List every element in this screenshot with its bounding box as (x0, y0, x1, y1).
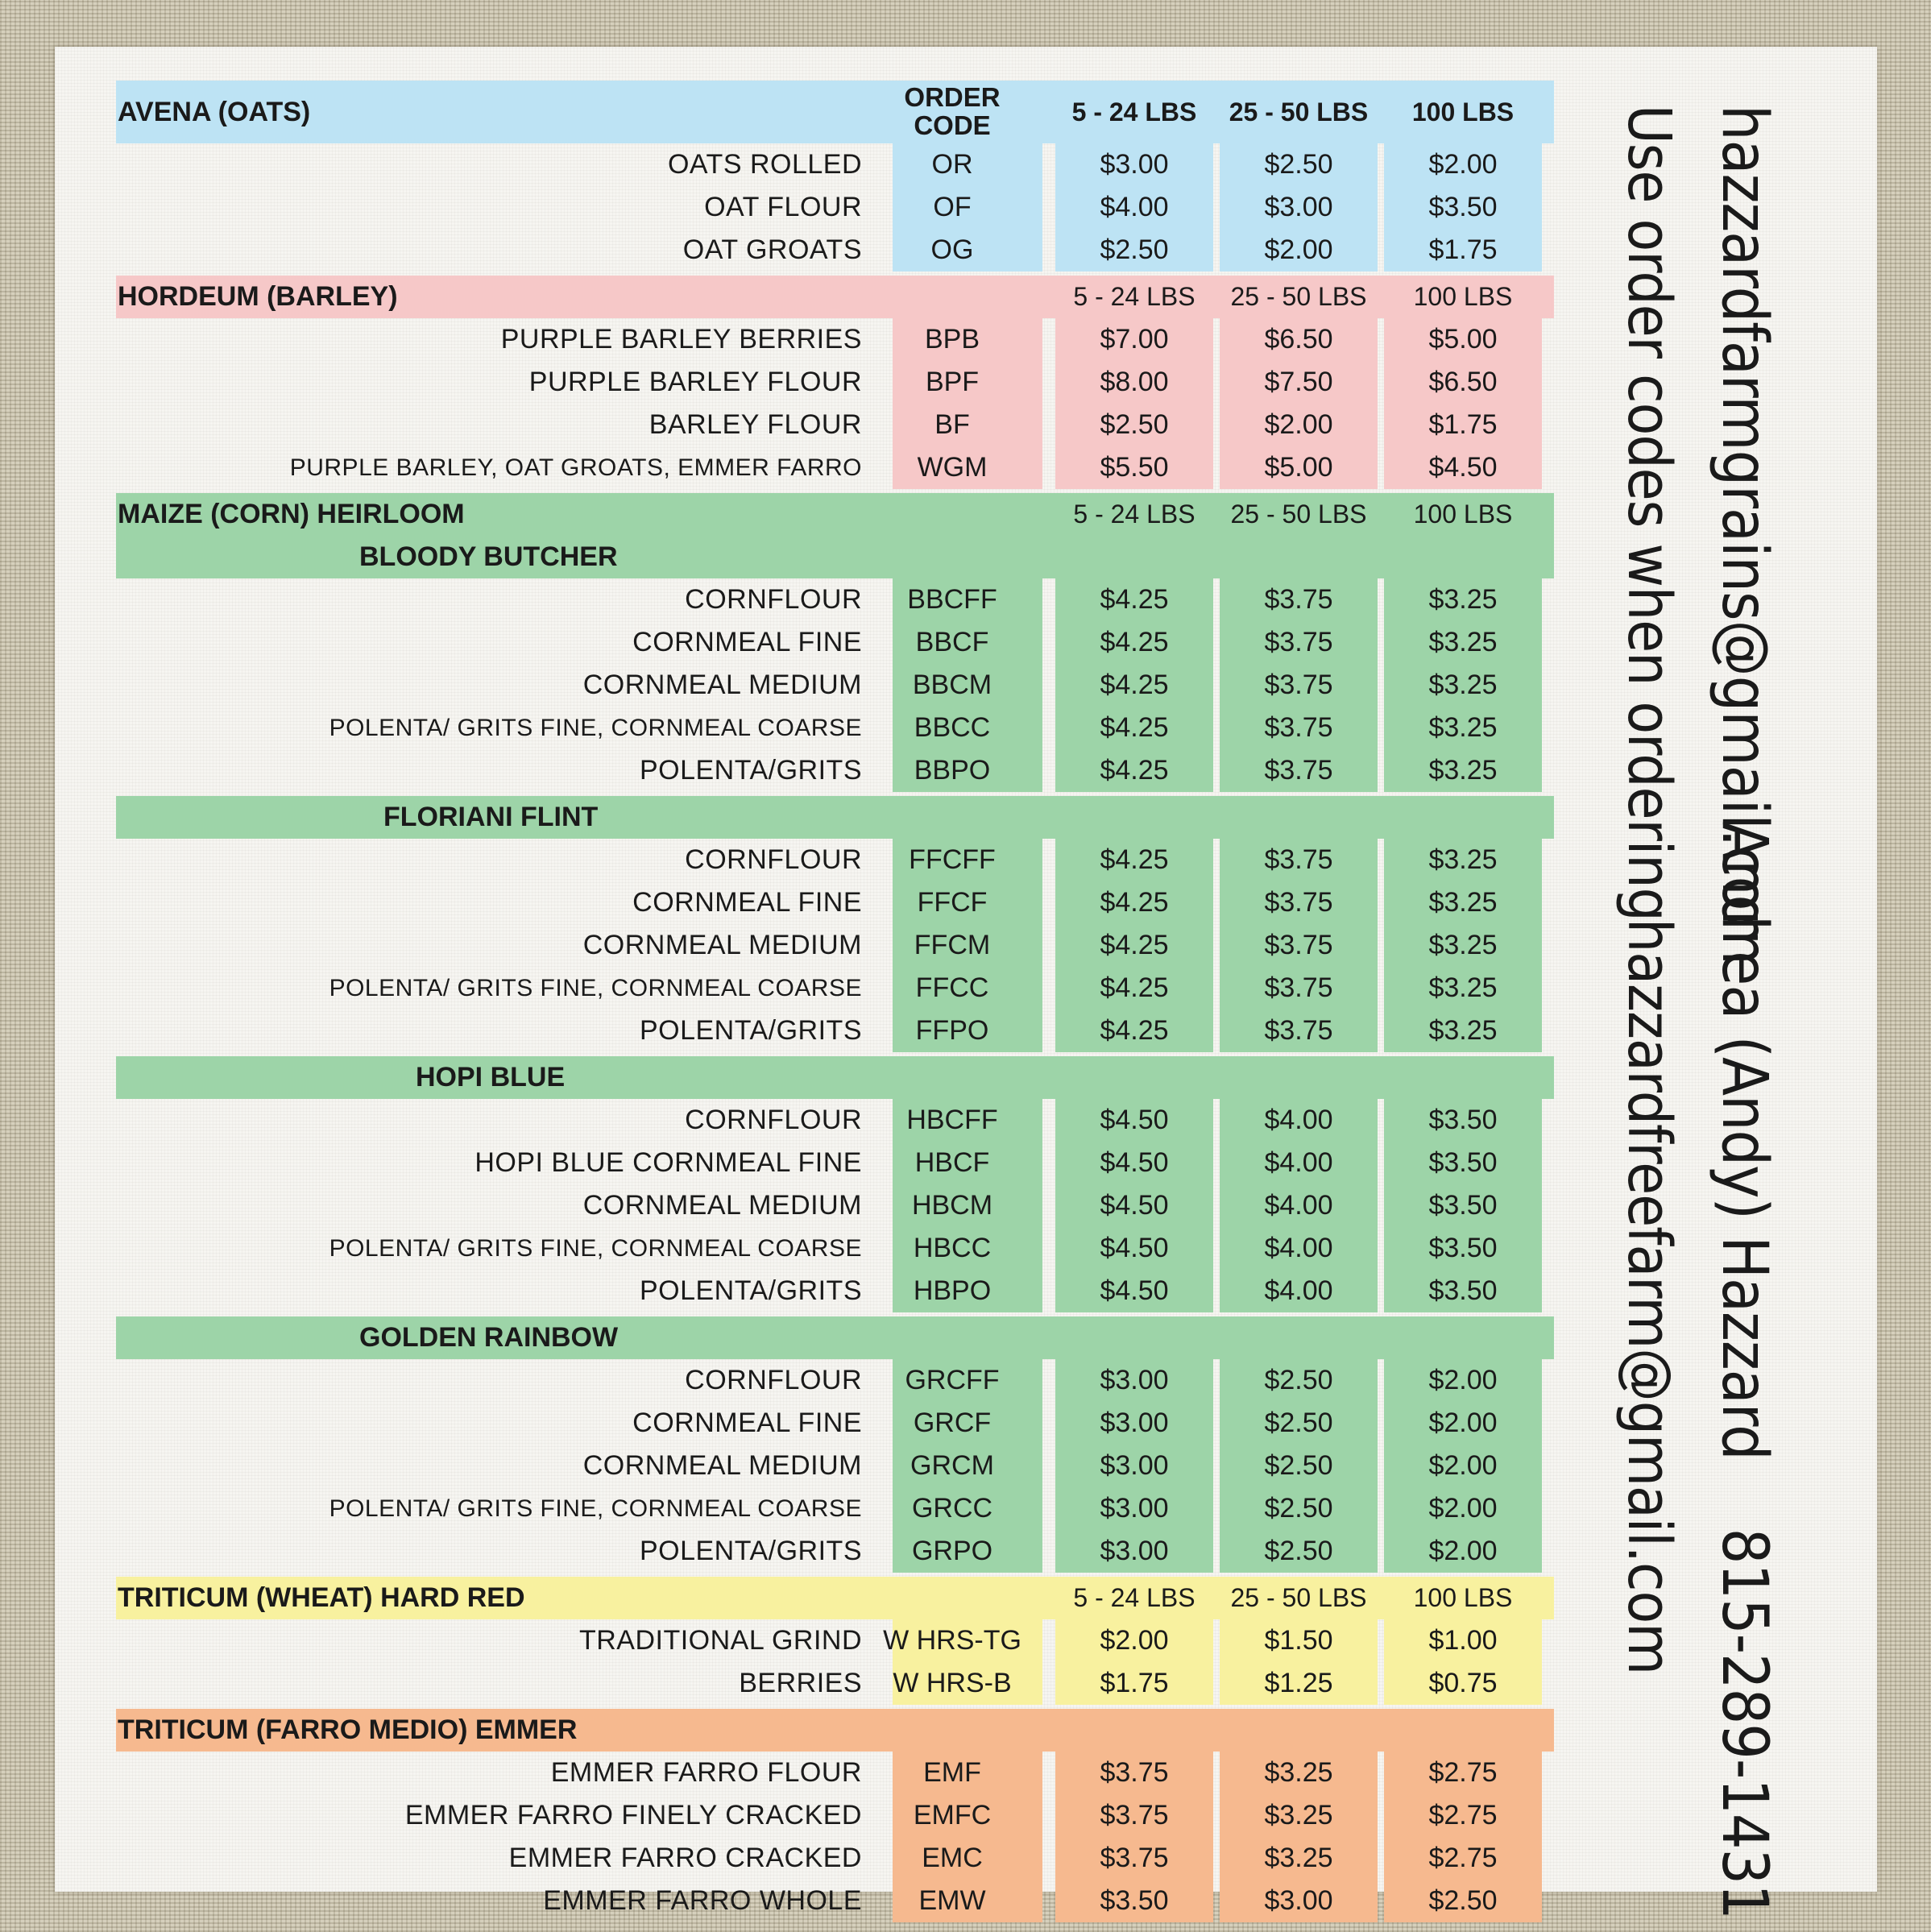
product-row[interactable] (116, 404, 1554, 446)
price-tier-3: $3.50 (1428, 1275, 1498, 1306)
order-code-header (893, 81, 1005, 143)
price-tier-2: $4.00 (1264, 1105, 1333, 1135)
section-header (116, 276, 1554, 318)
order-code: EMC (922, 1843, 983, 1873)
order-code: W HRS-TG (883, 1625, 1021, 1656)
section-title: HORDEUM (BARLEY) (118, 281, 398, 312)
price-tier-2: $3.00 (1264, 1885, 1333, 1916)
price-tier-1: $4.25 (1100, 972, 1169, 1003)
price-tier-3: $2.75 (1428, 1757, 1498, 1788)
tier-header-3: 100 LBS (1413, 500, 1513, 529)
price-tier-3: $3.25 (1428, 930, 1498, 960)
price-tier-2: $1.25 (1264, 1668, 1333, 1698)
price-tier-2: $3.75 (1264, 972, 1333, 1003)
price-tier-1: $4.25 (1100, 1015, 1169, 1046)
price-tier-3: $2.00 (1428, 149, 1498, 180)
price-tier-3: $2.00 (1428, 1365, 1498, 1395)
price-tier-2: $3.75 (1264, 712, 1333, 743)
product-name: PURPLE BARLEY BERRIES (500, 324, 862, 354)
price-tier-2: $2.50 (1264, 149, 1333, 180)
tier-header-2: 25 - 50 LBS (1230, 282, 1367, 311)
price-tier-3: $6.50 (1428, 367, 1498, 397)
price-tier-3: $4.50 (1428, 452, 1498, 483)
price-tier-1: $4.25 (1100, 627, 1169, 657)
price-tier-3: $2.50 (1428, 1885, 1498, 1916)
price-tier-1: $3.00 (1100, 1493, 1169, 1524)
price-tier-2: $3.75 (1264, 844, 1333, 875)
price-tier-2: $3.25 (1264, 1800, 1333, 1830)
price-tier-2: $3.75 (1264, 627, 1333, 657)
product-row[interactable] (116, 664, 1554, 707)
price-tier-3: $3.25 (1428, 972, 1498, 1003)
subsection-title-text: FLORIANI FLINT (383, 802, 599, 832)
product-name: CORNMEAL FINE (632, 887, 862, 918)
product-row[interactable] (116, 1837, 1554, 1880)
subsection-title-text: GOLDEN RAINBOW (359, 1322, 619, 1353)
price-tier-3: $1.75 (1428, 234, 1498, 265)
price-tier-3: $3.25 (1428, 712, 1498, 743)
section-header (116, 1577, 1554, 1619)
price-tier-3: $2.00 (1428, 1493, 1498, 1524)
product-row[interactable] (116, 967, 1554, 1010)
price-tier-1: $3.50 (1100, 1885, 1169, 1916)
section-title: TRITICUM (WHEAT) HARD RED (118, 1582, 525, 1613)
subsection-title (118, 1316, 891, 1359)
product-name: POLENTA/GRITS (639, 755, 862, 786)
product-name: CORNMEAL MEDIUM (582, 1190, 862, 1221)
order-code: GRCF (913, 1408, 992, 1438)
tier-header-2: 25 - 50 LBS (1230, 500, 1367, 529)
price-tier-1: $4.50 (1100, 1190, 1169, 1221)
subsection-header (116, 1316, 1554, 1359)
order-code-header-line2: CODE (914, 110, 991, 140)
product-row[interactable] (116, 143, 1554, 186)
tier-header-2: 25 - 50 LBS (1230, 1583, 1367, 1612)
price-tier-2: $2.50 (1264, 1536, 1333, 1566)
price-tier-3: $3.50 (1428, 1233, 1498, 1263)
order-code: BBCFF (907, 584, 997, 615)
price-tier-3: $3.25 (1428, 627, 1498, 657)
price-tier-3: $1.00 (1428, 1625, 1498, 1656)
price-tier-1: $4.50 (1100, 1233, 1169, 1263)
price-tier-1: $2.50 (1100, 234, 1169, 265)
subsection-title-text: HOPI BLUE (416, 1062, 566, 1092)
order-code: BBPO (914, 755, 991, 786)
product-row[interactable] (116, 749, 1554, 792)
product-name: EMMER FARRO CRACKED (508, 1843, 862, 1873)
section-title: AVENA (OATS) (118, 96, 311, 127)
subsection-title (118, 1056, 891, 1099)
contact-email-secondary[interactable]: hazzardfreefarm@gmail.com (1614, 918, 1684, 1675)
order-code: BPF (925, 367, 980, 397)
product-row[interactable] (116, 446, 1554, 489)
product-name: POLENTA/GRITS (639, 1015, 862, 1046)
tier-header-1: 5 - 24 LBS (1073, 500, 1195, 529)
order-code: BBCM (912, 670, 992, 700)
product-row[interactable] (116, 1270, 1554, 1312)
price-tier-1: $4.50 (1100, 1275, 1169, 1306)
product-row[interactable] (116, 621, 1554, 664)
order-code: OF (933, 192, 972, 222)
product-name: CORNFLOUR (685, 1365, 862, 1395)
product-row[interactable] (116, 1794, 1554, 1837)
order-code: FFPO (915, 1015, 989, 1046)
price-tier-3: $3.25 (1428, 755, 1498, 786)
price-tier-1: $5.50 (1100, 452, 1169, 483)
order-code-header-line1: ORDER (904, 82, 1001, 113)
order-code: HBCF (914, 1147, 990, 1178)
price-tier-2: $3.25 (1264, 1843, 1333, 1873)
price-tier-2: $1.50 (1264, 1625, 1333, 1656)
price-tier-2: $4.00 (1264, 1233, 1333, 1263)
ordering-note: Use order codes when ordering (1614, 105, 1684, 921)
order-code: WGM (917, 452, 988, 483)
product-row[interactable] (116, 1752, 1554, 1794)
product-name: EMMER FARRO FLOUR (550, 1757, 862, 1788)
order-code: EMW (918, 1885, 986, 1916)
subsection-title (118, 796, 891, 839)
product-name: POLENTA/ GRITS FINE, CORNMEAL COARSE (329, 1495, 862, 1522)
price-tier-1: $8.00 (1100, 367, 1169, 397)
subsection-title-text: BLOODY BUTCHER (359, 541, 618, 572)
product-name: HOPI BLUE CORNMEAL FINE (474, 1147, 862, 1178)
section-title: MAIZE (CORN) HEIRLOOM (118, 499, 465, 529)
price-tier-1: $4.50 (1100, 1105, 1169, 1135)
product-row[interactable] (116, 924, 1554, 967)
product-name: CORNFLOUR (685, 844, 862, 875)
order-code: GRCM (910, 1450, 994, 1481)
product-row[interactable] (116, 1487, 1554, 1530)
price-tier-2: $4.00 (1264, 1147, 1333, 1178)
price-tier-3: $2.00 (1428, 1450, 1498, 1481)
product-name: POLENTA/ GRITS FINE, CORNMEAL COARSE (329, 974, 862, 1001)
product-row[interactable] (116, 707, 1554, 749)
price-tier-3: $5.00 (1428, 324, 1498, 354)
price-tier-1: $4.25 (1100, 755, 1169, 786)
product-row[interactable] (116, 186, 1554, 229)
product-name: CORNFLOUR (685, 1105, 862, 1135)
tier-header-3: 100 LBS (1413, 1583, 1513, 1612)
order-code: BF (934, 409, 970, 440)
tier-header-1: 5 - 24 LBS (1073, 1583, 1195, 1612)
product-name: OATS ROLLED (667, 149, 862, 180)
order-code: BPB (924, 324, 980, 354)
order-code: OR (931, 149, 973, 180)
price-tier-2: $2.50 (1264, 1450, 1333, 1481)
product-name: EMMER FARRO WHOLE (543, 1885, 862, 1916)
price-tier-2: $3.75 (1264, 887, 1333, 918)
price-tier-3: $3.50 (1428, 192, 1498, 222)
price-tier-1: $3.00 (1100, 1408, 1169, 1438)
price-tier-2: $3.25 (1264, 1757, 1333, 1788)
price-tier-3: $3.25 (1428, 670, 1498, 700)
product-name: POLENTA/GRITS (639, 1275, 862, 1306)
price-tier-1: $4.50 (1100, 1147, 1169, 1178)
product-row[interactable] (116, 1359, 1554, 1402)
price-tier-1: $2.00 (1100, 1625, 1169, 1656)
order-code: FFCFF (909, 844, 996, 875)
order-code: HBCM (911, 1190, 993, 1221)
subsection-title (118, 536, 891, 578)
product-name: POLENTA/GRITS (639, 1536, 862, 1566)
price-tier-3: $2.00 (1428, 1408, 1498, 1438)
section-title: TRITICUM (FARRO MEDIO) EMMER (118, 1714, 578, 1745)
product-row[interactable] (116, 1142, 1554, 1184)
price-tier-3: $2.75 (1428, 1800, 1498, 1830)
price-tier-1: $3.00 (1100, 1536, 1169, 1566)
order-code: FFCM (914, 930, 991, 960)
product-name: PURPLE BARLEY, OAT GROATS, EMMER FARRO (289, 454, 862, 481)
price-tier-1: $3.75 (1100, 1843, 1169, 1873)
product-name: CORNMEAL MEDIUM (582, 670, 862, 700)
price-tier-2: $5.00 (1264, 452, 1333, 483)
product-row[interactable] (116, 1402, 1554, 1445)
product-name: CORNMEAL FINE (632, 627, 862, 657)
product-name: TRADITIONAL GRIND (578, 1625, 862, 1656)
order-code: HBCFF (906, 1105, 998, 1135)
tier-header-2: 25 - 50 LBS (1229, 97, 1369, 126)
tier-header-3: 100 LBS (1411, 97, 1515, 126)
order-code: OG (930, 234, 974, 265)
product-row[interactable] (116, 361, 1554, 404)
contact-name-phone: Andrea (Andy) Hazzard 815-289-1431 (1708, 822, 1780, 1919)
order-code: BBCC (914, 712, 991, 743)
product-row[interactable] (116, 578, 1554, 621)
price-tier-2: $6.50 (1264, 324, 1333, 354)
price-tier-2: $3.75 (1264, 670, 1333, 700)
price-tier-2: $3.00 (1264, 192, 1333, 222)
price-tier-1: $3.75 (1100, 1800, 1169, 1830)
price-tier-3: $1.75 (1428, 409, 1498, 440)
product-name: CORNFLOUR (685, 584, 862, 615)
order-code: GRPO (911, 1536, 993, 1566)
price-tier-1: $3.75 (1100, 1757, 1169, 1788)
order-code: HBPO (913, 1275, 992, 1306)
price-tier-2: $4.00 (1264, 1275, 1333, 1306)
price-tier-1: $4.25 (1100, 930, 1169, 960)
product-row[interactable] (116, 1662, 1554, 1705)
price-tier-3: $3.25 (1428, 1015, 1498, 1046)
tier-header-1: 5 - 24 LBS (1071, 97, 1197, 126)
price-tier-1: $4.25 (1100, 670, 1169, 700)
price-tier-1: $7.00 (1100, 324, 1169, 354)
product-row[interactable] (116, 1880, 1554, 1922)
subsection-header (116, 1056, 1554, 1099)
price-tier-2: $2.00 (1264, 234, 1333, 265)
price-table (116, 81, 1554, 1922)
product-row[interactable] (116, 318, 1554, 361)
section-header (116, 493, 1554, 536)
price-tier-2: $3.75 (1264, 584, 1333, 615)
price-tier-3: $3.25 (1428, 584, 1498, 615)
contact-email-primary[interactable]: hazzardfarmgrains@gmail.com (1708, 105, 1780, 964)
product-row[interactable] (116, 1227, 1554, 1270)
price-tier-1: $4.25 (1100, 584, 1169, 615)
tier-header-3: 100 LBS (1413, 282, 1513, 311)
product-row[interactable] (116, 1184, 1554, 1227)
subsection-header (116, 796, 1554, 839)
price-tier-1: $3.00 (1100, 1450, 1169, 1481)
price-tier-3: $3.50 (1428, 1190, 1498, 1221)
price-tier-2: $2.50 (1264, 1493, 1333, 1524)
price-tier-1: $4.25 (1100, 844, 1169, 875)
price-tier-1: $4.25 (1100, 887, 1169, 918)
product-row[interactable] (116, 1010, 1554, 1052)
product-name: POLENTA/ GRITS FINE, CORNMEAL COARSE (329, 1234, 862, 1262)
price-tier-2: $7.50 (1264, 367, 1333, 397)
price-tier-2: $3.75 (1264, 930, 1333, 960)
order-code: FFCF (917, 887, 988, 918)
contact-sidebar (1593, 105, 1787, 1919)
price-tier-2: $3.75 (1264, 1015, 1333, 1046)
order-code: EMFC (913, 1800, 992, 1830)
price-tier-1: $4.25 (1100, 712, 1169, 743)
tier-header-1: 5 - 24 LBS (1073, 282, 1195, 311)
order-code: HBCC (913, 1233, 992, 1263)
price-tier-2: $3.75 (1264, 755, 1333, 786)
product-row[interactable] (116, 229, 1554, 272)
subsection-header (116, 536, 1554, 578)
price-tier-3: $3.50 (1428, 1105, 1498, 1135)
product-row[interactable] (116, 1099, 1554, 1142)
price-tier-2: $2.00 (1264, 409, 1333, 440)
price-tier-2: $2.50 (1264, 1365, 1333, 1395)
price-tier-1: $2.50 (1100, 409, 1169, 440)
order-code: FFCC (915, 972, 989, 1003)
product-name: BERRIES (739, 1668, 862, 1698)
product-row[interactable] (116, 1530, 1554, 1573)
order-code: GRCC (911, 1493, 993, 1524)
product-name: PURPLE BARLEY FLOUR (528, 367, 862, 397)
product-row[interactable] (116, 881, 1554, 924)
price-tier-1: $3.00 (1100, 149, 1169, 180)
price-tier-1: $1.75 (1100, 1668, 1169, 1698)
price-tier-1: $4.00 (1100, 192, 1169, 222)
section-header (116, 1709, 1554, 1752)
price-tier-2: $4.00 (1264, 1190, 1333, 1221)
price-tier-3: $2.75 (1428, 1843, 1498, 1873)
product-row[interactable] (116, 1619, 1554, 1662)
product-row[interactable] (116, 1445, 1554, 1487)
product-name: OAT FLOUR (704, 192, 862, 222)
section-header (116, 81, 1554, 143)
product-row[interactable] (116, 839, 1554, 881)
price-tier-1: $3.00 (1100, 1365, 1169, 1395)
price-tier-3: $3.25 (1428, 887, 1498, 918)
product-name: CORNMEAL MEDIUM (582, 1450, 862, 1481)
order-code: BBCF (915, 627, 989, 657)
order-code: EMF (923, 1757, 981, 1788)
product-name: BARLEY FLOUR (649, 409, 862, 440)
price-tier-3: $3.25 (1428, 844, 1498, 875)
product-name: CORNMEAL FINE (632, 1408, 862, 1438)
price-tier-3: $0.75 (1428, 1668, 1498, 1698)
order-code: GRCFF (905, 1365, 1000, 1395)
product-name: OAT GROATS (682, 234, 862, 265)
product-name: CORNMEAL MEDIUM (582, 930, 862, 960)
price-tier-3: $3.50 (1428, 1147, 1498, 1178)
order-code: W HRS-B (893, 1668, 1012, 1698)
price-tier-3: $2.00 (1428, 1536, 1498, 1566)
price-tier-2: $2.50 (1264, 1408, 1333, 1438)
product-name: POLENTA/ GRITS FINE, CORNMEAL COARSE (329, 714, 862, 741)
product-name: EMMER FARRO FINELY CRACKED (404, 1800, 862, 1830)
